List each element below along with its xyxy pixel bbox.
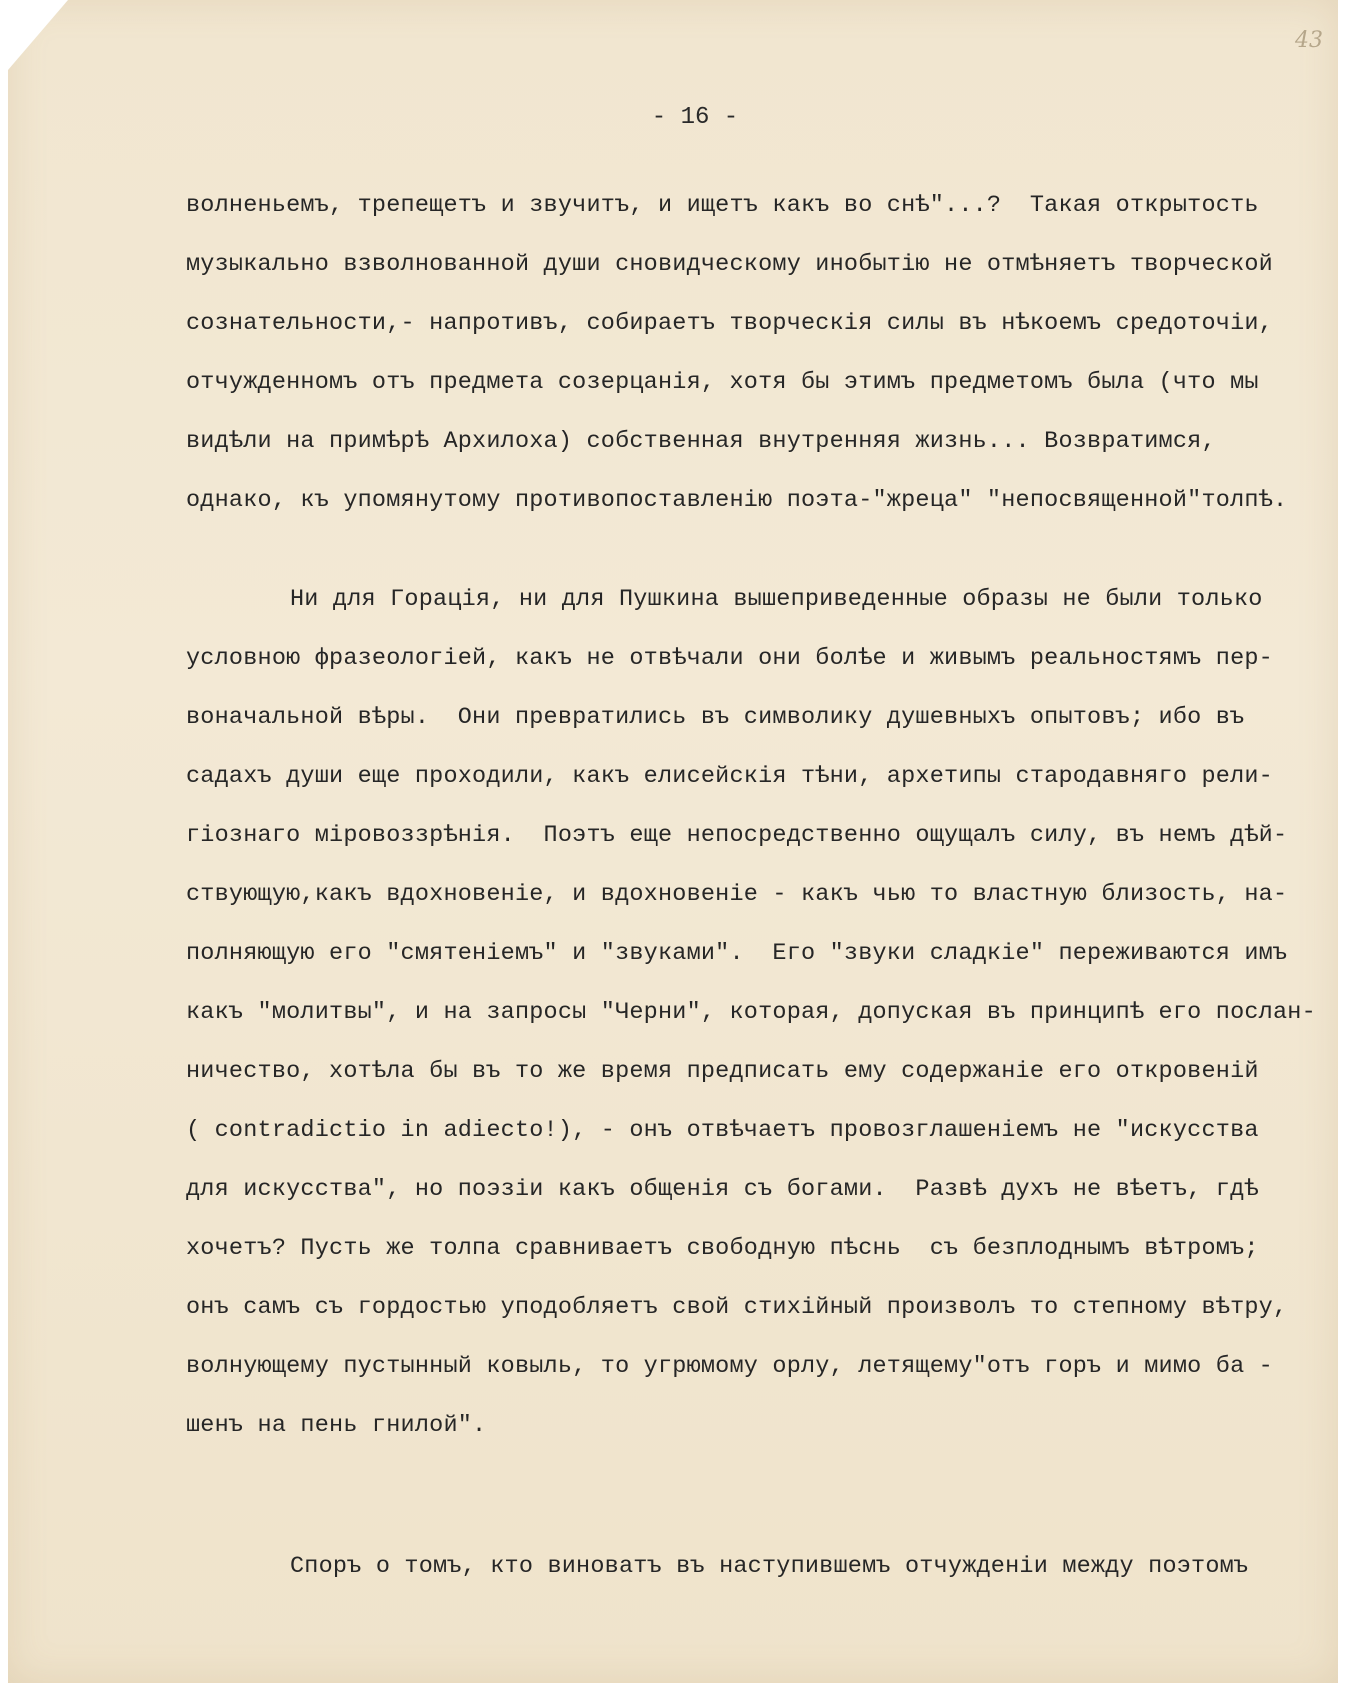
text-line: хочетъ? Пусть же толпа сравниваетъ свободную пѣснь съ безплоднымъ вѣтромъ;: [186, 1235, 1259, 1262]
text-line: волнующему пустынный ковыль, то угрюмому орлу, летящему"отъ горъ и мимо ба -: [186, 1353, 1273, 1380]
text-line: ствующую,какъ вдохновеніе, и вдохновеніе - какъ чью то властную близость, на-: [186, 881, 1288, 908]
text-line: видѣли на примѣрѣ Архилоха) собственная внутренняя жизнь... Возвратимся,: [186, 428, 1216, 455]
archive-page-mark: 43: [1295, 28, 1323, 53]
page-number: - 16 -: [651, 104, 739, 131]
text-line: музыкально взволнованной души сновидческому инобытію не отмѣняетъ творческой: [186, 251, 1273, 278]
text-line: волненьемъ, трепещетъ и звучитъ, и ищетъ какъ во снѣ"...? Такая открытость: [186, 192, 1259, 219]
text-line: для искусства", но поэзіи какъ общенія съ богами. Развѣ духъ не вѣетъ, гдѣ: [186, 1176, 1259, 1203]
text-line: ничество, хотѣла бы въ то же время предписать ему содержаніе его откровеній: [186, 1058, 1259, 1085]
text-line: какъ "молитвы", и на запросы "Черни", которая, допуская въ принципѣ его послан-: [186, 999, 1316, 1026]
text-line: ( contradictio in adiecto!), - онъ отвѣчаетъ провозглашеніемъ не "искусства: [186, 1117, 1259, 1144]
text-line: отчужденномъ отъ предмета созерцанія, хотя бы этимъ предметомъ была (что мы: [186, 369, 1259, 396]
paragraph-3: [186, 1547, 1336, 1606]
text-line: воначальной вѣры. Они превратились въ символику душевныхъ опытовъ; ибо въ: [186, 704, 1245, 731]
text-line: однако, къ упомянутому противопоставленію поэта-"жреца" "непосвященной"толпѣ.: [186, 487, 1288, 514]
text-line: полняющую его "смятеніемъ" и "звуками". Его "звуки сладкіе" переживаются имъ: [186, 940, 1288, 967]
text-line: шенъ на пень гнилой".: [186, 1412, 487, 1439]
paragraph-gap: [186, 540, 1336, 580]
text-line: Споръ о томъ, кто виноватъ въ наступившемъ отчужденіи между поэтомъ: [290, 1553, 1249, 1580]
text-line: условною фразеологіей, какъ не отвѣчали они болѣе и живымъ реальностямъ пер-: [186, 645, 1273, 672]
text-line: сознательности,- напротивъ, собираетъ творческія силы въ нѣкоемъ средоточіи,: [186, 310, 1273, 337]
text-line: онъ самъ съ гордостью уподобляетъ свой стихійный произволъ то степному вѣтру,: [186, 1294, 1288, 1321]
paragraph-2: [186, 580, 1336, 1465]
paragraph-gap: [186, 1465, 1336, 1547]
typed-text-body: [186, 186, 1336, 1606]
text-line: Ни для Горація, ни для Пушкина вышеприведенные образы не были только: [290, 586, 1263, 613]
paragraph-1: [186, 186, 1336, 540]
text-line: гіознаго міровоззрѣнія. Поэтъ еще непосредственно ощущалъ силу, въ немъ дѣй-: [186, 822, 1288, 849]
text-line: садахъ души еще проходили, какъ елисейскія тѣни, архетипы стародавняго рели-: [186, 763, 1273, 790]
folded-corner: [8, 0, 68, 70]
